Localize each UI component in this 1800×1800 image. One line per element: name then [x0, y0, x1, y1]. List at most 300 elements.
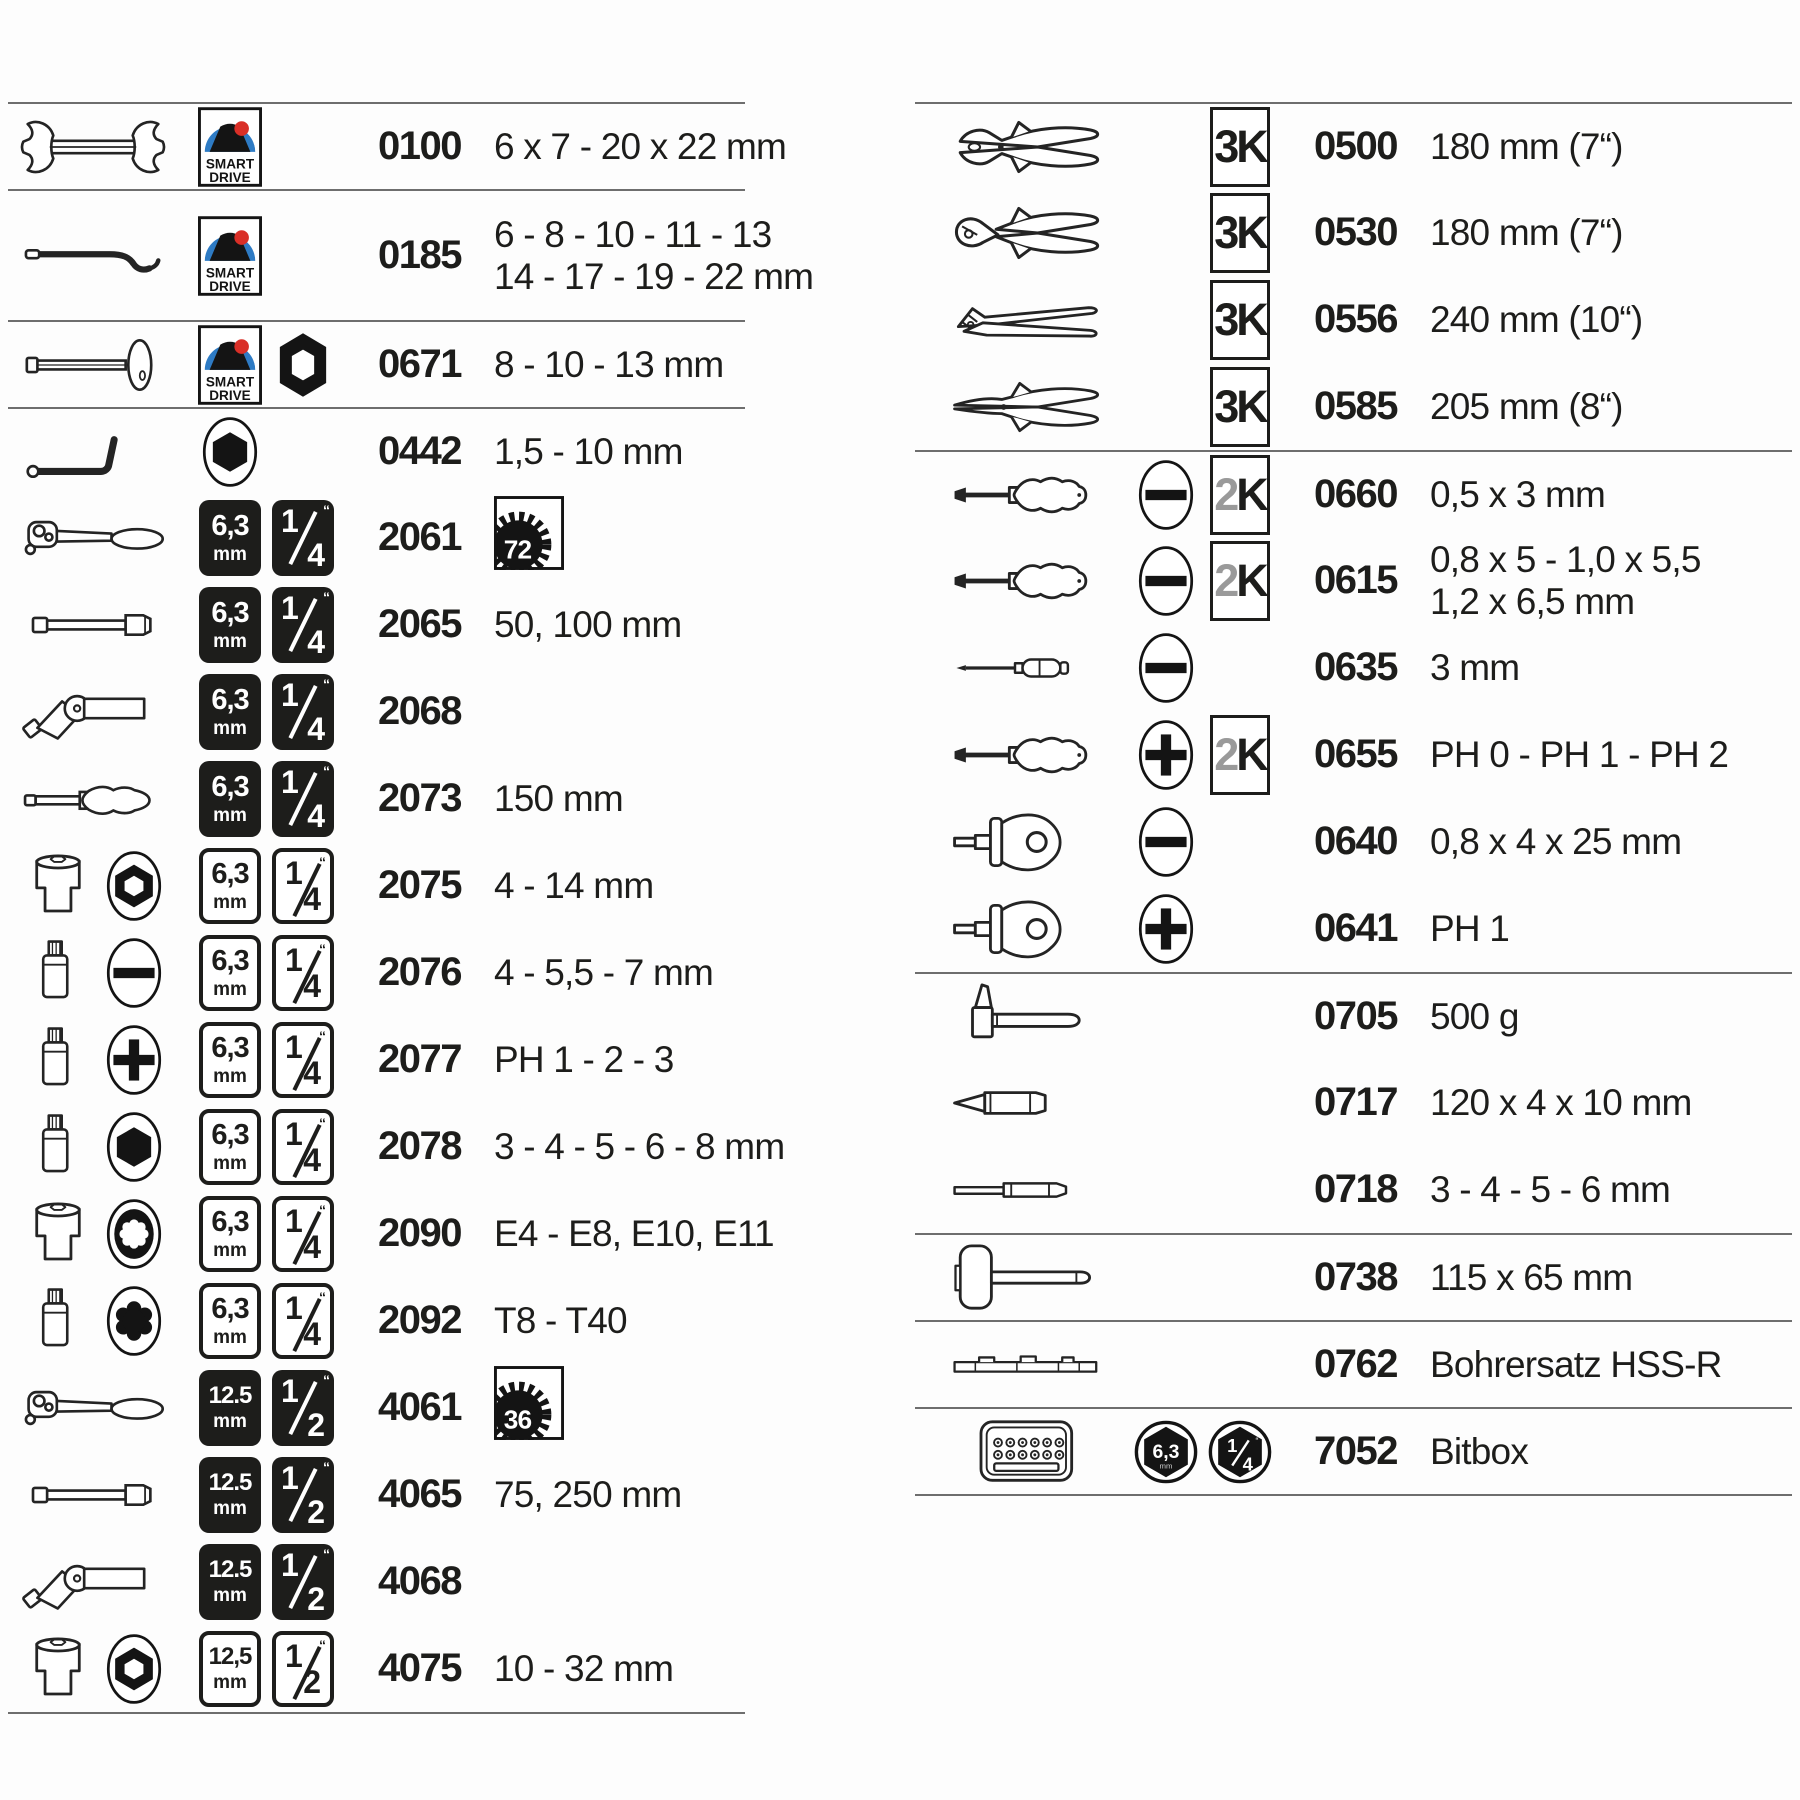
spec-line: Bohrersatz HSS-R	[1430, 1343, 1722, 1385]
spec-line: 10 - 32 mm	[494, 1647, 674, 1689]
tool-icon-cell	[8, 848, 188, 924]
size-badge-sq125o: 12,5 mm	[199, 1631, 261, 1707]
item-number: 0530	[1314, 210, 1397, 254]
drive-badge-sq14: 1 4 “	[272, 500, 334, 576]
badge-slot	[197, 935, 263, 1011]
catalog-row-2065	[8, 581, 745, 668]
drive-badge-sq14o: 1 4 “	[272, 935, 334, 1011]
spec-line: 75, 250 mm	[494, 1473, 682, 1515]
svg-text:72: 72	[503, 534, 532, 565]
badge-slot	[1207, 715, 1273, 795]
badge-cell	[188, 674, 340, 750]
svg-text:SMART: SMART	[205, 264, 255, 280]
badge-cell	[1120, 630, 1290, 706]
svg-text:36: 36	[503, 1404, 532, 1435]
badge-cell	[188, 107, 340, 187]
catalog-row-0641	[915, 885, 1792, 972]
catalog-row-2075	[8, 842, 745, 929]
spec-line: PH 0 - PH 1 - PH 2	[1430, 733, 1729, 775]
item-number: 0660	[1314, 472, 1397, 516]
bit-socket-icon	[18, 1023, 98, 1097]
component-badge-k3: 3 K	[1210, 280, 1270, 360]
hammer-icon	[947, 979, 1117, 1055]
drive-badge-sq14o: 1 4 “	[272, 1022, 334, 1098]
badge-slot	[197, 107, 263, 187]
badge-cell	[1120, 193, 1290, 273]
catalog-row-2061	[8, 494, 745, 581]
badge-slot	[270, 1022, 336, 1098]
size-badge-sq63: 6,3 mm	[199, 761, 261, 837]
badge-cell	[188, 1196, 340, 1272]
drill-set-icon	[947, 1327, 1117, 1403]
badge-slot	[197, 1283, 263, 1359]
tool-icon-cell	[8, 416, 188, 488]
item-number: 0635	[1314, 645, 1397, 689]
hex-socket-profile-badge	[104, 848, 164, 924]
badge-slot	[270, 848, 336, 924]
svg-text:“: “	[1255, 1435, 1259, 1446]
size-badge-sq63: 6,3 mm	[199, 587, 261, 663]
tool-icon-cell	[8, 1631, 188, 1707]
badge-slot	[197, 414, 263, 490]
badge-slot	[1133, 804, 1199, 880]
drive-badge-sq14o: 1 4 “	[272, 848, 334, 924]
catalog-row-0500	[915, 102, 1792, 189]
catalog-row-0615	[915, 537, 1792, 624]
tool-icon-cell	[915, 804, 1120, 880]
item-number: 0671	[378, 342, 461, 386]
item-spec	[470, 214, 813, 298]
center-punch-icon	[947, 1065, 1117, 1141]
badge-cell	[1120, 891, 1290, 967]
catalog-row-4075	[8, 1625, 745, 1712]
tool-icon-cell	[915, 1065, 1120, 1141]
badge-slot	[270, 761, 336, 837]
item-number: 2073	[378, 776, 461, 820]
badge-cell	[1120, 107, 1290, 187]
mallet-icon	[947, 1240, 1117, 1316]
spec-line: Bitbox	[1430, 1430, 1529, 1472]
catalog-row-4065	[8, 1451, 745, 1538]
catalog-row-2092	[8, 1277, 745, 1364]
item-number: 4075	[378, 1646, 461, 1690]
item-number: 2076	[378, 950, 461, 994]
item-number: 2061	[378, 515, 461, 559]
badge-slot	[197, 761, 263, 837]
svg-text:4: 4	[1242, 1452, 1253, 1474]
item-spec	[1400, 539, 1792, 623]
component-badge-k2: 2 K	[1210, 455, 1270, 535]
tool-icon-cell	[8, 1546, 188, 1618]
drive-badge-sq14: 1 4 “	[272, 587, 334, 663]
spec-line: 120 x 4 x 10 mm	[1430, 1081, 1692, 1123]
spec-line: E4 - E8, E10, E11	[494, 1212, 774, 1254]
badge-cell	[188, 1109, 340, 1185]
badge-slot	[197, 1457, 263, 1533]
catalog-row-0718	[915, 1146, 1792, 1233]
spec-line: 6 - 8 - 10 - 11 - 13	[494, 213, 772, 255]
bent-rod-icon	[18, 220, 168, 292]
tool-icon-cell	[8, 763, 188, 835]
svg-text:DRIVE: DRIVE	[209, 278, 251, 294]
spec-line: 150 mm	[494, 777, 623, 819]
item-spec	[1400, 996, 1792, 1038]
drive-badge-sq14o: 1 4 “	[272, 1196, 334, 1272]
item-spec	[470, 865, 745, 907]
badge-slot	[270, 1109, 336, 1185]
component-badge-k2: 2 K	[1210, 541, 1270, 621]
badge-slot	[1207, 193, 1273, 273]
bit-box-icon	[947, 1414, 1117, 1490]
svg-text:6,3: 6,3	[1152, 1440, 1180, 1463]
ratchet-icon	[18, 502, 168, 574]
left-item-list	[8, 102, 814, 1714]
spec-line: PH 1 - 2 - 3	[494, 1038, 674, 1080]
extension-icon	[18, 1459, 168, 1531]
badge-cell	[188, 848, 340, 924]
catalog-row-4068	[8, 1538, 745, 1625]
size-badge-sq125: 12.5 mm	[199, 1544, 261, 1620]
open-wrench-icon	[18, 111, 168, 183]
tool-icon-cell	[915, 195, 1120, 271]
badge-slot	[197, 216, 263, 296]
svg-text:DRIVE: DRIVE	[209, 387, 251, 403]
svg-text:1: 1	[1227, 1434, 1238, 1456]
badge-slot	[270, 500, 336, 576]
catalog-row-0660	[915, 450, 1792, 537]
item-spec	[1400, 299, 1792, 341]
tool-icon-cell	[8, 676, 188, 748]
pliers-cut-icon	[947, 195, 1117, 271]
item-spec	[470, 604, 745, 646]
item-number: 0442	[378, 429, 461, 473]
catalog-row-0530	[915, 189, 1792, 276]
item-spec	[1400, 1257, 1792, 1299]
tool-icon-cell	[915, 282, 1120, 358]
catalog-row-0100	[8, 102, 786, 189]
badge-slot	[1207, 1419, 1273, 1485]
catalog-row-0640	[915, 798, 1792, 885]
tool-icon-cell	[8, 1109, 188, 1185]
tool-icon-cell	[915, 1414, 1120, 1490]
item-number: 7052	[1314, 1429, 1397, 1473]
badge-cell	[188, 935, 340, 1011]
item-number: 4068	[378, 1559, 461, 1603]
badge-cell	[188, 587, 340, 663]
size-badge-sq125: 12.5 mm	[199, 1457, 261, 1533]
item-spec	[470, 126, 786, 168]
item-number: 0641	[1314, 906, 1397, 950]
screwdriver-icon	[947, 457, 1117, 533]
badge-cell	[188, 216, 340, 296]
badge-cell	[1120, 280, 1290, 360]
e-torx-badge	[104, 1196, 164, 1272]
socket-icon	[18, 849, 98, 923]
smart-drive-badge	[198, 216, 262, 296]
tool-icon-cell	[915, 630, 1120, 706]
tool-icon-cell	[8, 935, 188, 1011]
tool-icon-cell	[8, 1372, 188, 1444]
spec-line: 180 mm (7“)	[1430, 211, 1623, 253]
catalog-row-0738	[915, 1233, 1792, 1320]
badge-slot	[1207, 541, 1273, 621]
tool-icon-cell	[8, 329, 188, 401]
badge-slot	[270, 1283, 336, 1359]
badge-slot	[1133, 457, 1199, 533]
size-badge-sq63: 6,3 mm	[199, 674, 261, 750]
spec-line: 8 - 10 - 13 mm	[494, 343, 724, 385]
item-number: 0556	[1314, 297, 1397, 341]
hex-bit-badge	[200, 414, 260, 490]
phillips-badge	[1136, 891, 1196, 967]
slotted-badge	[1136, 543, 1196, 619]
catalog-row-2068	[8, 668, 745, 755]
spec-line: 500 g	[1430, 995, 1519, 1037]
hex-circle-badge	[1207, 1419, 1273, 1485]
badge-slot	[197, 1544, 263, 1620]
catalog-row-0556	[915, 276, 1792, 363]
tool-icon-cell	[915, 717, 1120, 793]
tool-icon-cell	[915, 979, 1120, 1055]
slotted-badge	[1136, 804, 1196, 880]
socket-icon	[18, 1632, 98, 1706]
badge-cell	[188, 1370, 340, 1446]
badge-cell	[188, 1022, 340, 1098]
catalog-row-4061	[8, 1364, 745, 1451]
item-number: 2075	[378, 863, 461, 907]
item-number: 0500	[1314, 124, 1397, 168]
tool-icon-cell	[8, 502, 188, 574]
t-handle-icon	[18, 329, 168, 401]
screwdriver-stubby-icon	[947, 891, 1117, 967]
badge-cell	[1120, 1419, 1290, 1485]
catalog-row-0762	[915, 1320, 1792, 1407]
socket-icon	[18, 1197, 98, 1271]
item-number: 0615	[1314, 558, 1397, 602]
hex-socket-badge	[273, 327, 333, 403]
tool-icon-cell	[915, 891, 1120, 967]
bit-socket-icon	[18, 936, 98, 1010]
right-item-list	[915, 102, 1792, 1496]
badge-slot	[270, 1631, 336, 1707]
hex-key-icon	[18, 416, 168, 488]
badge-slot	[270, 327, 336, 403]
pliers-nose-icon	[947, 369, 1117, 445]
item-spec	[470, 952, 745, 994]
item-spec	[1400, 647, 1792, 689]
badge-slot	[270, 1370, 336, 1446]
catalog-row-2078	[8, 1103, 785, 1190]
badge-cell	[188, 1544, 340, 1620]
torx-badge	[104, 1283, 164, 1359]
drive-badge-sq14: 1 4 “	[272, 761, 334, 837]
component-badge-k3: 3 K	[1210, 107, 1270, 187]
hex-circle-badge	[1133, 1419, 1199, 1485]
spec-line: 0,8 x 5 - 1,0 x 5,5	[1430, 538, 1701, 580]
screwdriver-icon	[947, 717, 1117, 793]
spec-line: 4 - 5,5 - 7 mm	[494, 951, 714, 993]
item-spec	[1400, 734, 1792, 776]
badge-cell	[188, 1631, 340, 1707]
item-spec	[1400, 821, 1792, 863]
catalog-row-0585	[915, 363, 1792, 450]
badge-cell	[188, 1283, 340, 1359]
item-spec	[470, 1474, 745, 1516]
item-spec	[1400, 126, 1792, 168]
badge-cell	[1120, 455, 1290, 535]
phillips-badge	[104, 1022, 164, 1098]
spec-line: 3 mm	[1430, 646, 1520, 688]
drive-badge-sq12: 1 2 “	[272, 1544, 334, 1620]
smart-drive-badge	[198, 107, 262, 187]
item-number: 2090	[378, 1211, 461, 1255]
item-spec	[470, 1126, 784, 1168]
item-spec	[470, 1366, 745, 1449]
item-spec	[470, 778, 745, 820]
svg-text:SMART: SMART	[205, 155, 255, 171]
catalog-row-0185	[8, 189, 814, 320]
item-spec	[1400, 1431, 1792, 1473]
item-spec	[1400, 908, 1792, 950]
tool-icon-cell	[8, 1022, 188, 1098]
item-number: 2077	[378, 1037, 461, 1081]
item-spec	[1400, 386, 1792, 428]
item-spec	[1400, 1082, 1792, 1124]
badge-cell	[1120, 541, 1290, 621]
size-badge-sq63: 6,3 mm	[199, 500, 261, 576]
drive-badge-sq14: 1 4 “	[272, 674, 334, 750]
item-number: 0585	[1314, 384, 1397, 428]
slotted-badge	[104, 935, 164, 1011]
item-number: 0717	[1314, 1080, 1397, 1124]
catalog-row-0671	[8, 320, 745, 407]
tool-icon-cell	[8, 111, 188, 183]
slotted-badge	[1136, 457, 1196, 533]
spec-line: 3 - 4 - 5 - 6 mm	[1430, 1168, 1671, 1210]
spec-line: 14 - 17 - 19 - 22 mm	[494, 255, 814, 297]
badge-slot	[197, 1022, 263, 1098]
size-badge-sq125: 12.5 mm	[199, 1370, 261, 1446]
item-number: 0655	[1314, 732, 1397, 776]
item-number: 2078	[378, 1124, 461, 1168]
catalog-row-2090	[8, 1190, 774, 1277]
badge-slot	[270, 1196, 336, 1272]
badge-slot	[1207, 455, 1273, 535]
smart-drive-badge	[198, 325, 262, 405]
tool-icon-cell	[915, 109, 1120, 185]
catalog-row-2077	[8, 1016, 745, 1103]
bit-socket-icon	[18, 1284, 98, 1358]
badge-slot	[197, 1109, 263, 1185]
spec-line: 1,2 x 6,5 mm	[1430, 580, 1635, 622]
drive-badge-sq12: 1 2 “	[272, 1457, 334, 1533]
badge-slot	[1133, 717, 1199, 793]
badge-slot	[1133, 543, 1199, 619]
u-joint-icon	[18, 1546, 168, 1618]
item-number: 4061	[378, 1385, 461, 1429]
ratchet-icon	[18, 1372, 168, 1444]
drive-badge-sq14o: 1 4 “	[272, 1283, 334, 1359]
item-spec	[470, 1300, 745, 1342]
spec-line: 115 x 65 mm	[1430, 1256, 1633, 1298]
item-number: 0705	[1314, 994, 1397, 1038]
badge-cell	[188, 414, 340, 490]
size-badge-sq63o: 6,3 mm	[199, 1022, 261, 1098]
item-number: 2068	[378, 689, 461, 733]
badge-slot	[1207, 367, 1273, 447]
badge-slot	[197, 674, 263, 750]
tool-icon-cell	[8, 1196, 188, 1272]
hex-socket-profile-badge	[104, 1631, 164, 1707]
screwdriver-small-icon	[947, 630, 1117, 706]
item-spec	[1400, 1169, 1792, 1211]
tool-icon-cell	[915, 1327, 1120, 1403]
badge-slot	[197, 500, 263, 576]
tool-icon-cell	[915, 543, 1120, 619]
badge-slot	[1133, 1419, 1199, 1485]
badge-slot	[197, 1370, 263, 1446]
badge-cell	[1120, 367, 1290, 447]
size-badge-sq63o: 6,3 mm	[199, 935, 261, 1011]
drive-badge-sq12: 1 2 “	[272, 1370, 334, 1446]
u-joint-icon	[18, 676, 168, 748]
item-number: 0762	[1314, 1342, 1397, 1386]
item-spec	[1400, 1344, 1792, 1386]
item-spec	[470, 1039, 745, 1081]
spec-line: 50, 100 mm	[494, 603, 682, 645]
badge-slot	[270, 1544, 336, 1620]
pliers-pump-icon	[947, 282, 1117, 358]
catalog-row-2073	[8, 755, 745, 842]
item-number: 4065	[378, 1472, 461, 1516]
badge-slot	[270, 1457, 336, 1533]
catalog-row-0717	[915, 1059, 1792, 1146]
badge-slot	[270, 935, 336, 1011]
item-spec	[470, 431, 745, 473]
tool-icon-cell	[8, 589, 188, 661]
item-number: 0738	[1314, 1255, 1397, 1299]
badge-slot	[270, 587, 336, 663]
badge-slot	[197, 325, 263, 405]
item-number: 0718	[1314, 1167, 1397, 1211]
extension-icon	[18, 589, 168, 661]
badge-slot	[1207, 280, 1273, 360]
item-spec	[470, 344, 745, 386]
badge-cell	[188, 500, 340, 576]
badge-slot	[1133, 630, 1199, 706]
spec-line: PH 1	[1430, 907, 1510, 949]
size-badge-sq63o: 6,3 mm	[199, 848, 261, 924]
svg-text:mm: mm	[1159, 1461, 1173, 1470]
tool-icon-cell	[8, 1459, 188, 1531]
spec-line: 240 mm (10“)	[1430, 298, 1643, 340]
pin-punch-icon	[947, 1152, 1117, 1228]
spec-line: 6 x 7 - 20 x 22 mm	[494, 125, 786, 167]
slotted-badge	[1136, 630, 1196, 706]
item-spec	[470, 1213, 774, 1255]
item-number: 2065	[378, 602, 461, 646]
badge-cell	[1120, 804, 1290, 880]
spec-line: 0,8 x 4 x 25 mm	[1430, 820, 1682, 862]
catalog-row-2076	[8, 929, 745, 1016]
svg-text:SMART: SMART	[205, 373, 255, 389]
screwdriver-stubby-icon	[947, 804, 1117, 880]
catalog-row-0635	[915, 624, 1792, 711]
size-badge-sq63o: 6,3 mm	[199, 1283, 261, 1359]
badge-slot	[197, 1631, 263, 1707]
tool-icon-cell	[915, 457, 1120, 533]
badge-slot	[197, 1196, 263, 1272]
